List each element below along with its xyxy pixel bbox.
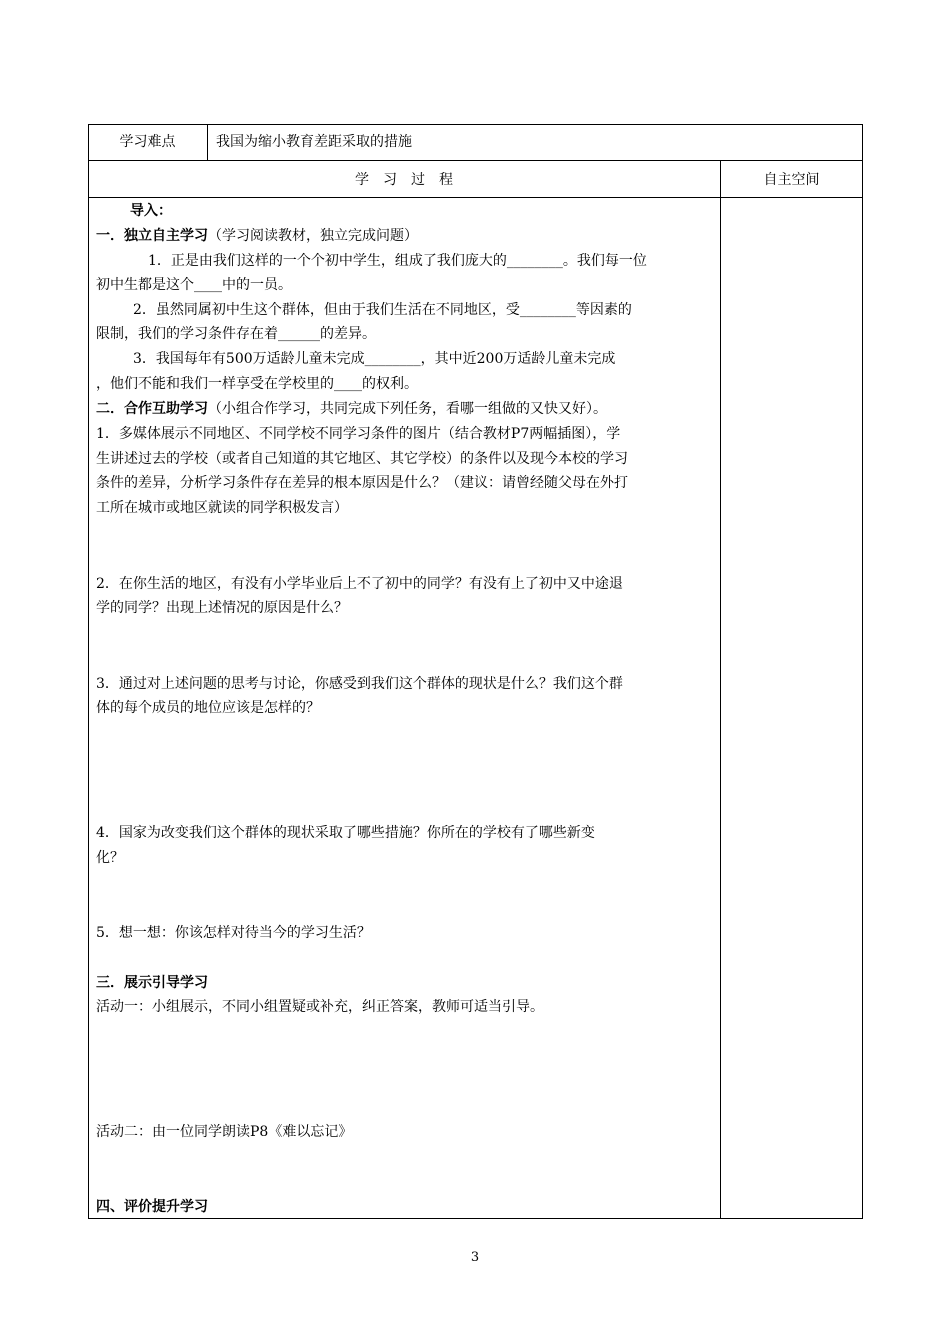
- section1-heading-line: [96, 226, 418, 246]
- side-column-divider: [720, 160, 721, 1219]
- difficulty-content: 我国为缩小教育差距采取的措施: [216, 134, 412, 150]
- page-number: 3: [470, 1250, 480, 1265]
- s2-q3-line1: 3．通过对上述问题的思考与讨论，你感受到我们这个群体的现状是什么？我们这个群: [96, 676, 623, 692]
- difficulty-label: 学习难点: [119, 134, 176, 150]
- section3-heading: 三．展示引导学习: [96, 975, 208, 991]
- s1-q3-line1: 3．我国每年有500万适龄儿童未完成________，其中近200万适龄儿童未完成: [133, 351, 616, 367]
- section4-heading: 四、评价提升学习: [96, 1199, 208, 1215]
- row-divider-process-title: [88, 197, 863, 198]
- s2-q2-line2: 学的同学？出现上述情况的原因是什么？: [96, 600, 348, 616]
- s2-q2-line1: 2．在你生活的地区，有没有小学毕业后上不了初中的同学？有没有上了初中又中途退: [96, 576, 623, 592]
- s2-q3-line2: 体的每个成员的地位应该是怎样的？: [96, 700, 320, 716]
- s1-q3-line2: ，他们不能和我们一样享受在学校里的____的权利。: [96, 376, 418, 392]
- header-column-divider: [207, 124, 208, 160]
- section2-heading-line: [96, 399, 607, 419]
- s2-q1-line2: 生讲述过去的学校（或者自己知道的其它地区、其它学校）的条件以及现今本校的学习: [96, 451, 628, 467]
- section2-note: （小组合作学习，共同完成下列任务，看哪一组做的又快又好）。: [208, 401, 607, 417]
- self-space-title: 自主空间: [763, 172, 820, 188]
- row-divider-header: [88, 160, 863, 161]
- s2-q1-line3: 条件的差异，分析学习条件存在差异的根本原因是什么？（建议：请曾经随父母在外打: [96, 475, 628, 491]
- s1-q1-line1: 1．正是由我们这样的一个个初中学生，组成了我们庞大的________。我们每一位: [148, 253, 647, 269]
- s3-activity2: 活动二：由一位同学朗读P8《难以忘记》: [96, 1124, 353, 1140]
- process-title: 学 习 过 程: [355, 172, 453, 188]
- s2-q4-line2: 化？: [96, 850, 124, 866]
- s1-q1-line2: 初中生都是这个____中的一员。: [96, 277, 292, 293]
- s3-activity1: 活动一：小组展示，不同小组置疑或补充，纠正答案，教师可适当引导。: [96, 999, 544, 1015]
- s2-q5: 5．想一想：你该怎样对待当今的学习生活？: [96, 925, 371, 941]
- section1-heading: 一．独立自主学习: [96, 228, 208, 244]
- section1-note: （学习阅读教材，独立完成问题）: [208, 228, 418, 244]
- s1-q2-line2: 限制，我们的学习条件存在着______的差异。: [96, 326, 376, 342]
- s2-q4-line1: 4．国家为改变我们这个群体的现状采取了哪些措施？你所在的学校有了哪些新变: [96, 825, 595, 841]
- s2-q1-line1: 1．多媒体展示不同地区、不同学校不同学习条件的图片（结合教材P7两幅插图），学: [96, 426, 621, 442]
- section2-heading: 二．合作互助学习: [96, 401, 208, 417]
- intro-label: 导入：: [130, 203, 172, 219]
- s2-q1-line4: 工所在城市或地区就读的同学积极发言）: [96, 500, 348, 516]
- s1-q2-line1: 2．虽然同属初中生这个群体，但由于我们生活在不同地区，受________等因素的: [133, 302, 632, 318]
